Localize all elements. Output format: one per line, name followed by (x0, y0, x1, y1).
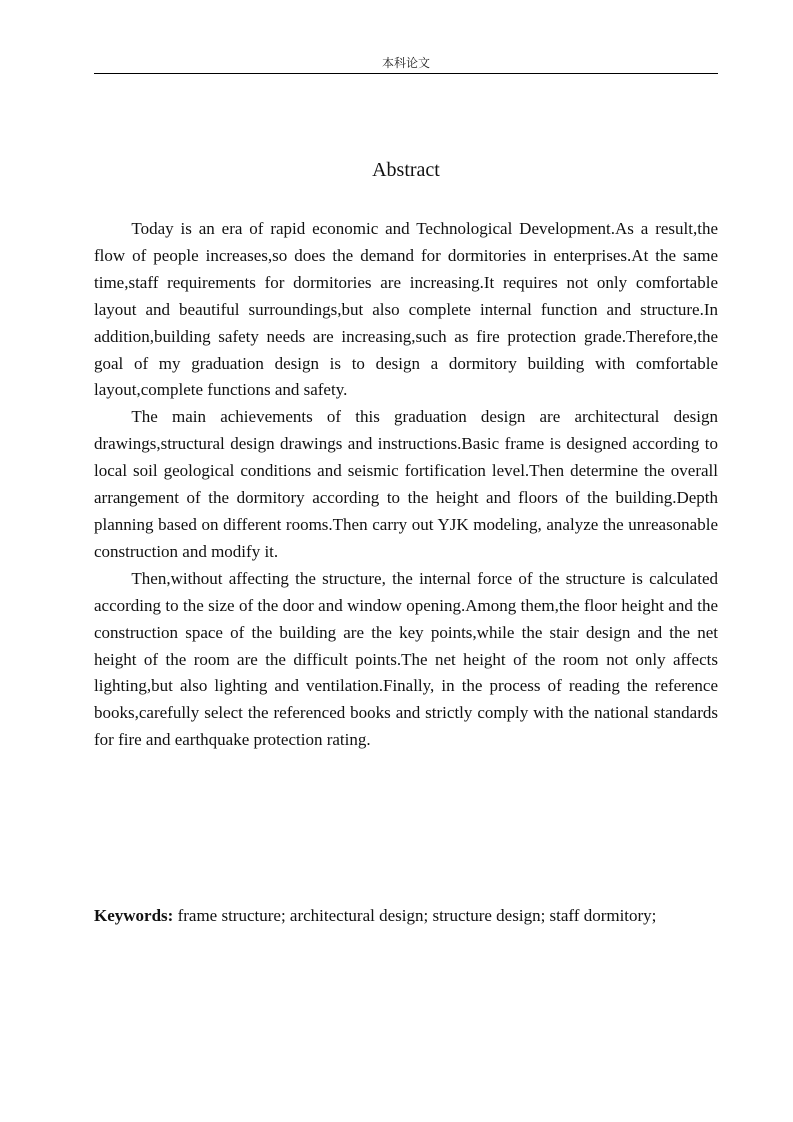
abstract-paragraph-2: The main achievements of this graduation design are architectural design drawings,structural design drawings and instructions.Basic frame is designed according to local soil geological conditions and seismic fortification level.Then determine the overall arrangement of the dormitory according to the height and floors of the building.Depth planning based on different rooms.Then carry out YJK modeling, analyze the unreasonable construction and modify it. (94, 407, 718, 561)
keywords-label: Keywords: (94, 906, 174, 925)
keywords-line (94, 903, 718, 929)
header-rule (94, 73, 718, 74)
abstract-paragraph-1: Today is an era of rapid economic and Technological Development.As a result,the flow of people increases,so does the demand for dormitories in enterprises.At the same time,staff requirements for dormitories are increasing.It requires not only comfortable layout and beautiful surroundings,but also complete internal function and structure.In addition,building safety needs are increasing,such as fire protection grade.Therefore,the goal of my graduation design is to design a dormitory building with comfortable layout,complete functions and safety. (94, 219, 718, 400)
running-header: 本科论文 (381, 56, 430, 70)
abstract-body (94, 216, 718, 754)
keywords-text: frame structure; architectural design; structure design; staff dormitory; (173, 906, 657, 925)
abstract-paragraph-3: Then,without affecting the structure, the internal force of the structure is calculated according to the size of the door and window opening.Among them,the floor height and the construction space of the building are the key points,while the stair design and the net height of the room are the difficult points.The net height of the room not only affects lighting,but also lighting and ventilation.Finally, in the process of reading the reference books,carefully select the referenced books and strictly comply with the national standards for fire and earthquake protection rating. (94, 568, 718, 750)
abstract-title: Abstract (372, 159, 440, 181)
